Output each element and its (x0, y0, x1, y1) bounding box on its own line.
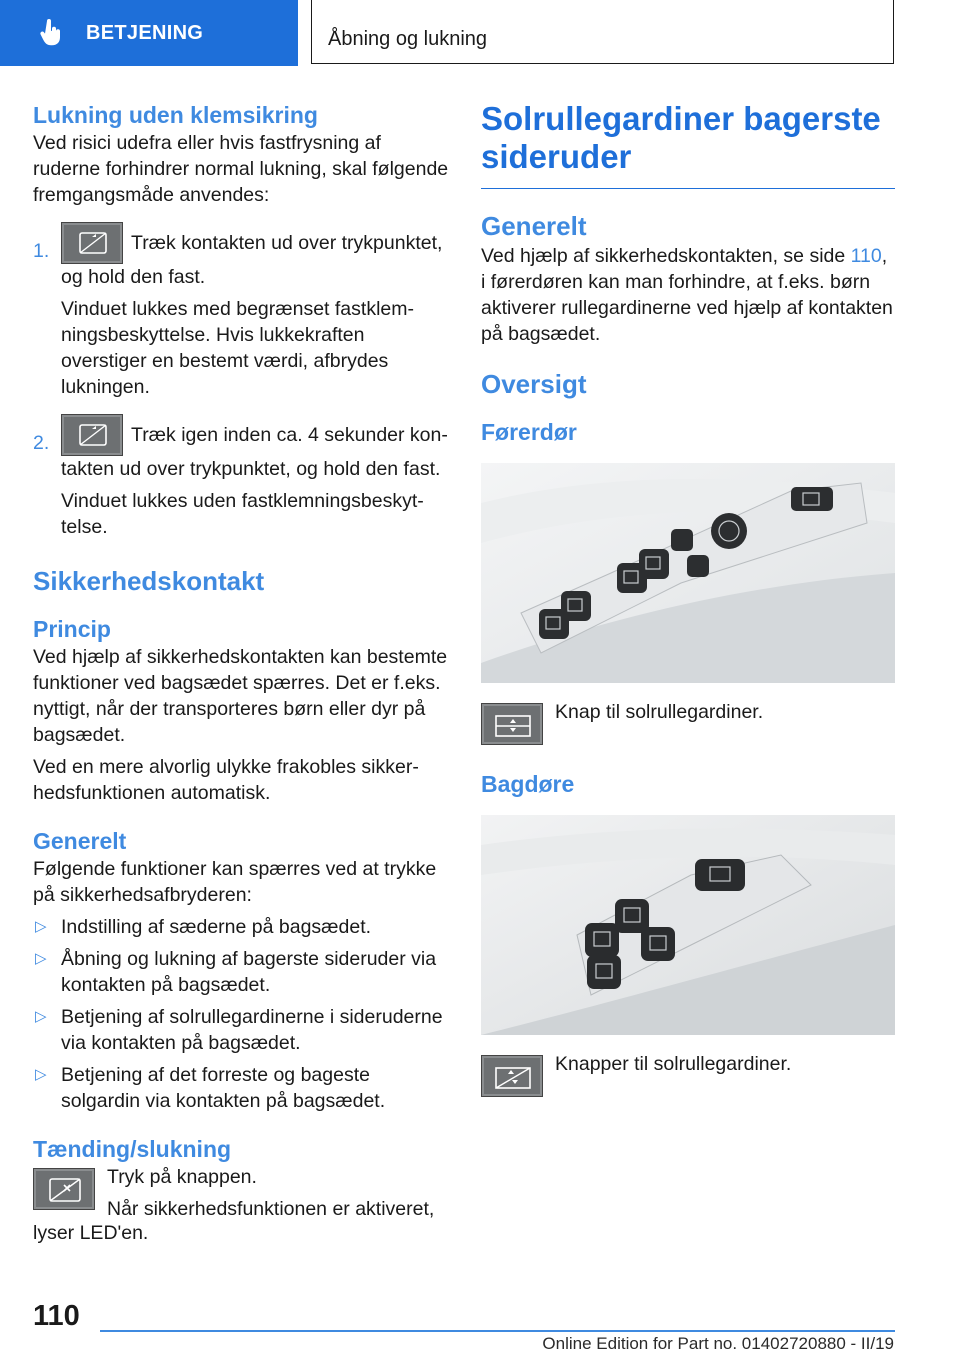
princip-paragraph-1: Ved hjælp af sikkerhedskontakten kan bestemte funktioner ved bagsædet spærres. Det er f.eks. nyttigt, når der transporteres børn eller dyr på bagsædet. (33, 646, 448, 746)
bullet-arrow-icon: ▷ (35, 950, 47, 967)
window-switch-icon (61, 222, 123, 264)
intro-paragraph: Ved risici udefra eller hvis fastfrysning af ruderne forhindrer normal lukning, skal følgende fremgangsmåde anvendes: (33, 132, 449, 206)
taending-row (33, 1164, 449, 1222)
heading-sikkerhedskontakt: Sikkerhedskontakt (33, 566, 265, 596)
page-link[interactable]: 110 (850, 245, 882, 267)
child-lock-icon (33, 1168, 95, 1210)
bullet-arrow-icon: ▷ (35, 1008, 47, 1025)
caption-row-2 (481, 1051, 895, 1097)
step-text: Træk igen inden ca. 4 sekunder kontakten ud over trykpunktet, og hold den fast. (61, 416, 449, 482)
heading-oversigt: Oversigt (481, 369, 587, 399)
step-number: 2. (33, 432, 50, 454)
rear-door-photo (481, 815, 895, 1035)
heading-bagdore: Bagdøre (481, 771, 575, 797)
hand-touch-icon (40, 19, 62, 47)
step-number: 1. (33, 240, 50, 262)
window-switch-icon (61, 414, 123, 456)
generelt-right-paragraph: Ved hjælp af sikkerhedskontakten, se side 110, i førerdøren kan man forhindre, at f.eks. børn aktiverer rullegardinerne ved hjælp af kontakten på bagsædet. (481, 245, 893, 345)
taending-text-2-start: Når sikkerhedsfunktionen er aktiveret, (107, 1198, 435, 1220)
step-text: Træk kontakten ud over trykpunktet, og hold den fast. (61, 224, 449, 290)
left-column (33, 100, 449, 1246)
bullet-item: ▷ Betjening af det forreste og bageste solgardin via kontakten på bagsædet. (35, 1064, 386, 1112)
step-1 (33, 224, 449, 400)
section-label: BETJENING (86, 21, 204, 44)
right-column (481, 100, 895, 1097)
bullet-arrow-icon: ▷ (35, 1066, 47, 1083)
heading-generelt-left: Generelt (33, 828, 127, 854)
chapter-header (311, 0, 894, 64)
page-number: 110 (33, 1300, 80, 1332)
bullet-arrow-icon: ▷ (35, 918, 47, 935)
heading-solrullegardiner: Solrullegardiner bagerste sideruder (481, 100, 895, 189)
section-tab (0, 0, 298, 66)
generelt-paragraph: Følgende funktioner kan spærres ved at trykke på sikkerhedsafbryderen: (33, 858, 437, 906)
step-subtext: Vinduet lukkes med begrænset fastklemningsbeskyttelse. Hvis lukkekraften overstiger en bestemt værdi, afbrydes lukningen. (61, 298, 414, 398)
edition-text: Online Edition for Part no. 01402720880 - II/19 (542, 1334, 894, 1353)
taending-text-2: lyser LED'en. (33, 1222, 149, 1244)
princip-paragraph-2: Ved en mere alvorlig ulykke frakobles sikkerhedsfunktionen automatisk. (33, 756, 419, 804)
driver-door-photo (481, 463, 895, 683)
footer-divider (100, 1330, 895, 1332)
sunblind-icon (481, 703, 543, 745)
caption-1: Knap til solrullegardiner. (555, 701, 764, 723)
caption-row-1 (481, 699, 895, 745)
step-2 (33, 416, 449, 540)
taending-text-1: Tryk på knappen. (107, 1166, 257, 1188)
bullet-item: ▷ Indstilling af sæderne på bagsædet. (35, 916, 372, 938)
heading-forerdor: Førerdør (481, 419, 577, 445)
caption-2: Knapper til solrullegardiner. (555, 1053, 792, 1075)
step-subtext: Vinduet lukkes uden fastklemningsbeskyttelse. (61, 490, 424, 538)
chapter-title: Åbning og lukning (328, 28, 488, 50)
heading-generelt-right: Generelt (481, 211, 587, 241)
heading-princip: Princip (33, 616, 111, 642)
bullet-item: ▷ Betjening af solrullegardinerne i sideruderne via kontakten på bagsædet. (35, 1006, 443, 1054)
heading-lukning: Lukning uden klemsikring (33, 102, 318, 128)
sunblind-buttons-icon (481, 1055, 543, 1097)
bullet-item: ▷ Åbning og lukning af bagerste sideruder via kontakten på bagsædet. (35, 948, 437, 996)
heading-taending: Tænding/slukning (33, 1136, 232, 1162)
